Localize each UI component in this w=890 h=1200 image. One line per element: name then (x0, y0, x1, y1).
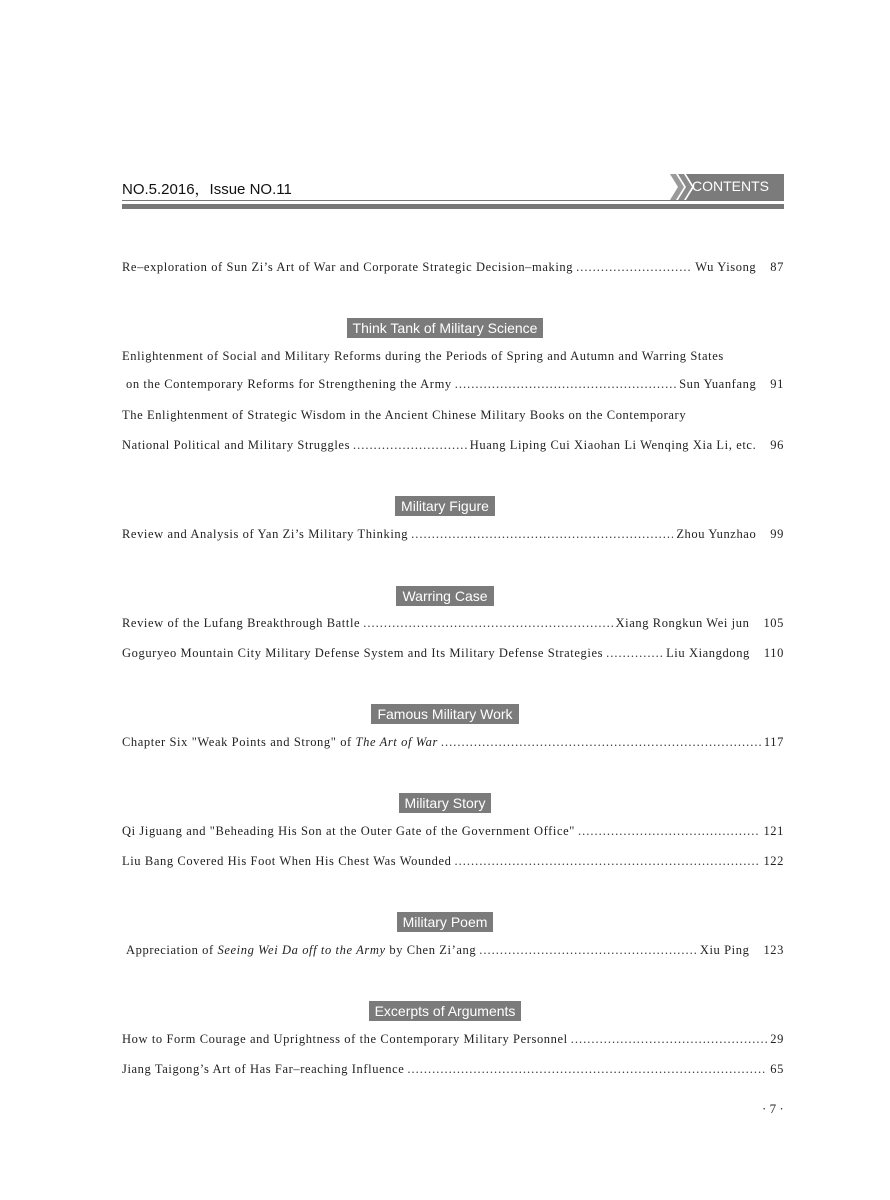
section-label: Military Poem (397, 912, 494, 932)
entry-page: 105 (763, 616, 784, 630)
toc-entry[interactable] (122, 854, 784, 874)
entry-author: Zhou Yunzhao (676, 527, 757, 541)
leader-dots (578, 824, 760, 839)
leader-dots (363, 616, 612, 631)
leader-dots (455, 377, 676, 392)
section-heading (0, 586, 890, 606)
entry-page: 87 (770, 260, 784, 274)
entry-author: Xiu Ping (699, 943, 750, 957)
entry-author: Liu Xiangdong (666, 646, 750, 660)
entry-title (122, 735, 438, 750)
entry-title: on the Contemporary Reforms for Strengthening the Army (126, 377, 452, 391)
toc-entry[interactable] (122, 616, 784, 636)
entry-page: 123 (763, 943, 784, 957)
section-label: Think Tank of Military Science (347, 318, 544, 338)
section-heading (0, 793, 890, 813)
entry-page: 121 (763, 824, 784, 838)
section-heading (0, 496, 890, 516)
toc-entry[interactable] (122, 260, 784, 280)
page-header (122, 174, 784, 210)
entry-page: 117 (763, 735, 784, 749)
section-label: Famous Military Work (371, 704, 518, 724)
entry-page: 99 (770, 527, 784, 541)
section-label: Military Story (399, 793, 492, 813)
entry-title (126, 943, 476, 958)
leader-dots (411, 527, 673, 542)
toc-entry[interactable] (126, 943, 784, 963)
leader-dots (571, 1032, 768, 1047)
leader-dots (441, 735, 761, 750)
toc-entry[interactable] (122, 1032, 784, 1052)
header-rule-thick (122, 204, 784, 209)
entry-title: Liu Bang Covered His Foot When His Chest Was Wounded (122, 854, 452, 868)
toc-entry[interactable] (126, 377, 784, 397)
entry-title: Jiang Taigong’s Art of Has Far–reaching Influence (122, 1062, 405, 1076)
leader-dots (606, 646, 663, 661)
entry-page: 91 (770, 377, 784, 391)
entry-title-text: Appreciation of (126, 943, 214, 957)
entry-page: 96 (770, 438, 784, 452)
leader-dots (479, 943, 697, 958)
entry-page: 110 (763, 646, 784, 660)
leader-dots (407, 1062, 767, 1077)
page-number: · 7 · (762, 1101, 784, 1116)
toc-entry[interactable] (122, 735, 784, 755)
entry-author: Xiang Rongkun Wei jun (615, 616, 750, 630)
toc-entry[interactable] (122, 1062, 784, 1082)
toc-entry[interactable] (122, 824, 784, 844)
entry-author: Sun Yuanfang (679, 377, 757, 391)
entry-title-line: The Enlightenment of Strategic Wisdom in the Ancient Chinese Military Books on the Contemporary (122, 408, 687, 422)
entry-page: 29 (770, 1032, 784, 1046)
entry-title: How to Form Courage and Uprightness of the Contemporary Military Personnel (122, 1032, 568, 1046)
section-heading (0, 318, 890, 338)
entry-title: Review of the Lufang Breakthrough Battle (122, 616, 361, 630)
entry-title: Re–exploration of Sun Zi’s Art of War and Corporate Strategic Decision–making (122, 260, 574, 274)
section-heading (0, 704, 890, 724)
entry-title-text: by Chen Zi’ang (389, 943, 477, 957)
section-label: Excerpts of Arguments (369, 1001, 522, 1021)
entry-title: Review and Analysis of Yan Zi’s Military Thinking (122, 527, 409, 541)
section-heading (0, 1001, 890, 1021)
toc-entry[interactable] (122, 438, 784, 458)
entry-title-text: Chapter Six "Weak Points and Strong" of (122, 735, 352, 749)
toc-entry[interactable] (122, 646, 784, 666)
section-label: Warring Case (396, 586, 493, 606)
leader-dots (455, 854, 761, 869)
header-rule-thin (122, 200, 784, 201)
entry-page: 122 (763, 854, 784, 868)
issue-label: NO.5.2016，Issue NO.11 (122, 181, 292, 198)
entry-title: Goguryeo Mountain City Military Defense System and Its Military Defense Strategies (122, 646, 604, 660)
entry-page: 65 (770, 1062, 784, 1076)
entry-author: Huang Liping Cui Xiaohan Li Wenqing Xia Li, etc. (469, 438, 757, 452)
contents-tab (670, 174, 784, 200)
section-heading (0, 912, 890, 932)
contents-label: CONTENTS (692, 178, 769, 194)
entry-title-line: Enlightenment of Social and Military Reforms during the Periods of Spring and Autumn and Warring States (122, 349, 724, 363)
leader-dots (353, 438, 467, 453)
entry-title-italic: The Art of War (355, 735, 438, 749)
leader-dots (576, 260, 692, 275)
entry-author: Wu Yisong (695, 260, 757, 274)
entry-title-italic: Seeing Wei Da off to the Army (217, 943, 386, 957)
entry-title: National Political and Military Struggles (122, 438, 351, 452)
section-label: Military Figure (395, 496, 495, 516)
toc-entry[interactable] (122, 527, 784, 547)
entry-title: Qi Jiguang and "Beheading His Son at the Outer Gate of the Government Office" (122, 824, 575, 838)
